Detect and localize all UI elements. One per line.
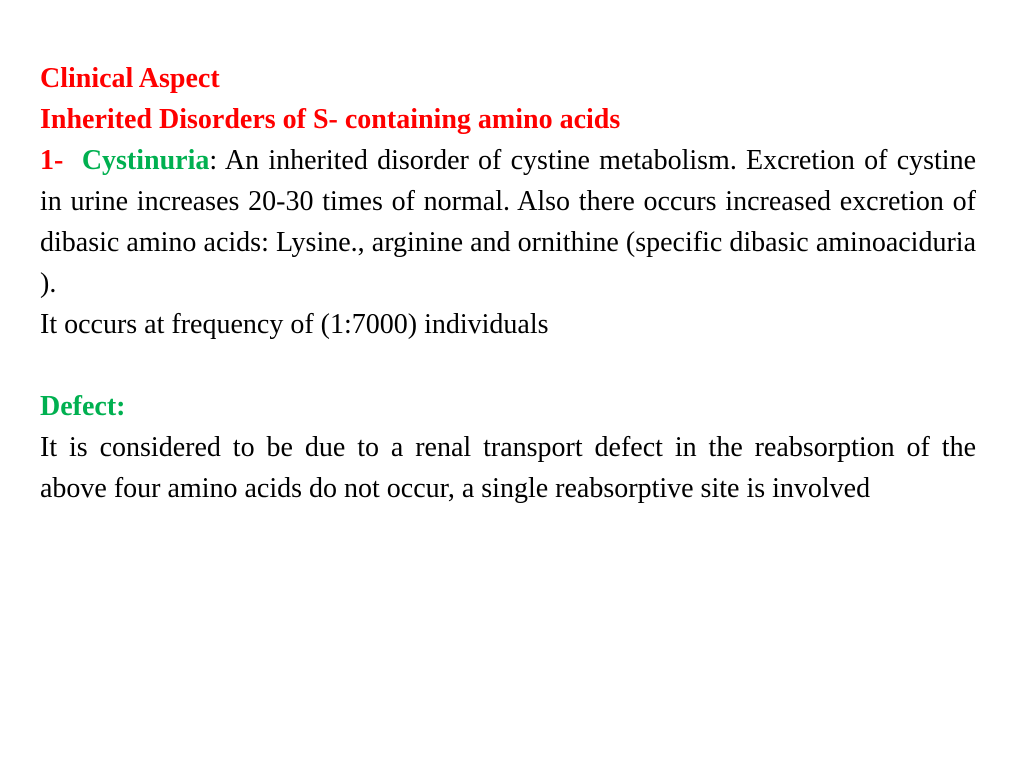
- disorder-name: Cystinuria: [81, 145, 210, 176]
- disorder-colon: :: [209, 145, 218, 176]
- frequency-line: It occurs at frequency of (1:7000) individuals: [40, 309, 549, 340]
- defect-paragraph: It is considered to be due to a renal transport defect in the reabsorption of the above four amino acids do not occur, a single reabsorptive site is involved: [40, 432, 976, 504]
- defect-colon: :: [116, 391, 126, 422]
- slide-title: Clinical Aspect: [40, 63, 220, 94]
- disorder-description: An inherited disorder of cystine metabolism. Excretion of cystine in urine increases 20-30 times of normal. Also there occurs increased excretion of dibasic amino acids: Lysine., arginine and ornithine (specific dibasic aminoaciduria ).: [40, 145, 976, 299]
- defect-heading: Defect: [40, 391, 117, 422]
- cystinuria-paragraph: [40, 140, 976, 304]
- spacer: [40, 345, 976, 386]
- item-number: 1-: [40, 145, 64, 176]
- slide-subtitle: Inherited Disorders of S- containing amino acids: [40, 104, 621, 135]
- defect-heading-line: [40, 386, 976, 427]
